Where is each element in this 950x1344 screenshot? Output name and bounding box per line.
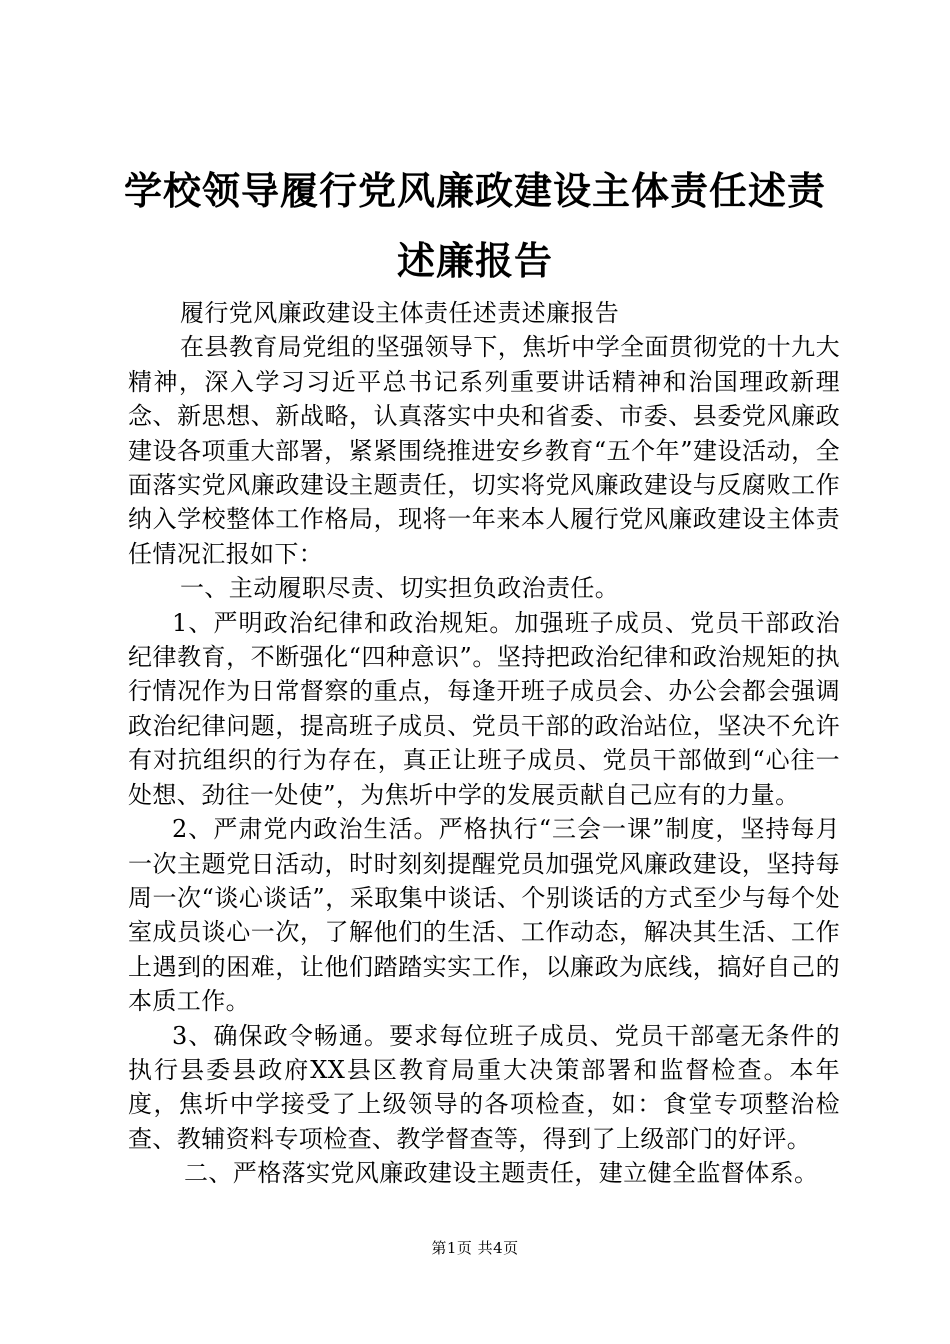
page-footer: 第1页 共4页	[431, 1239, 519, 1257]
item-paragraph-3: 3、确保政令畅通。要求每位班子成员、党员干部毫无条件的执行县委县政府XX县区教育局重大决策部署和监督检查。本年度，焦圻中学接受了上级领导的各项检查，如：食堂专项整治检查、教辅资料专项检查、教学督查等，得到了上级部门的好评。	[128, 1021, 840, 1153]
document-body	[128, 296, 840, 1191]
document-title: 学校领导履行党风廉政建设主体责任述责述廉报告	[123, 168, 826, 283]
section-heading-2: 二、严格落实党风廉政建设主题责任，建立健全监督体系。	[184, 1159, 819, 1188]
intro-paragraph: 在县教育局党组的坚强领导下，焦圻中学全面贯彻党的十九大精神，深入学习习近平总书记系列重要讲话精神和治国理政新理念、新思想、新战略，认真落实中央和省委、市委、县委党风廉政建设各项重大部署，紧紧围绕推进安乡教育“五个年”建设活动，全面落实党风廉政建设主题责任，切实将党风廉政建设与反腐败工作纳入学校整体工作格局，现将一年来本人履行党风廉政建设主体责任情况汇报如下：	[128, 333, 840, 568]
item-paragraph-1: 1、严明政治纪律和政治规矩。加强班子成员、党员干部政治纪律教育，不断强化“四种意识”。坚持把政治纪律和政治规矩的执行情况作为日常督察的重点，每逢开班子成员会、办公会都会强调政治纪律问题，提高班子成员、党员干部的政治站位，坚决不允许有对抗组织的行为存在，真正让班子成员、党员干部做到“心往一处想、劲往一处使”，为焦圻中学的发展贡献自己应有的力量。	[128, 608, 840, 809]
item-paragraph-2: 2、严肃党内政治生活。严格执行“三会一课”制度，坚持每月一次主题党日活动，时时刻刻提醒党员加强党风廉政建设，坚持每周一次“谈心谈话”，采取集中谈话、个别谈话的方式至少与每个处室成员谈心一次，了解他们的生活、工作动态，解决其生活、工作上遇到的困难，让他们踏踏实实工作，以廉政为底线，搞好自己的本质工作。	[128, 815, 840, 1016]
section-heading-1: 一、主动履职尽责、切实担负政治责任。	[180, 574, 620, 603]
report-subtitle: 履行党风廉政建设主体责任述责述廉报告	[180, 299, 620, 327]
